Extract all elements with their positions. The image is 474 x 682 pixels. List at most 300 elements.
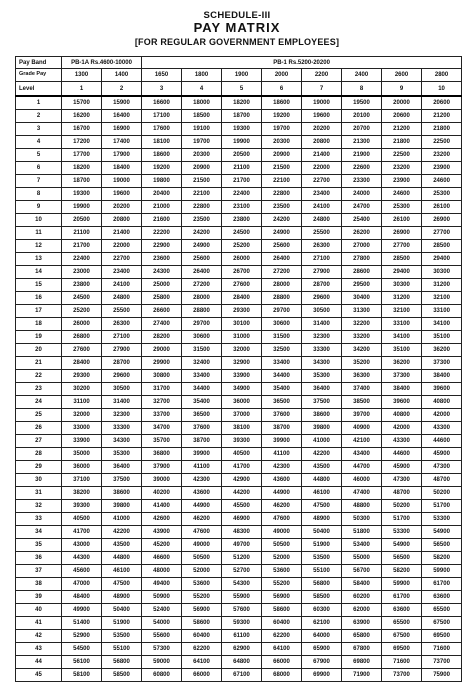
pay-cell: 22800 — [262, 188, 302, 201]
pay-cell: 32100 — [422, 292, 462, 305]
pay-cell: 49000 — [262, 526, 302, 539]
pay-cell: 62100 — [302, 617, 342, 630]
row-index-cell: 42 — [16, 630, 62, 643]
pay-cell: 55100 — [102, 643, 142, 656]
pay-cell: 66000 — [182, 669, 222, 682]
pay-cell: 41700 — [62, 526, 102, 539]
pay-cell: 29600 — [302, 292, 342, 305]
pay-cell: 26000 — [62, 318, 102, 331]
pay-cell: 30500 — [302, 305, 342, 318]
pay-cell: 57600 — [222, 604, 262, 617]
pay-cell: 27100 — [302, 253, 342, 266]
pay-cell: 26200 — [342, 227, 382, 240]
pay-cell: 28200 — [142, 331, 182, 344]
pay-cell: 20800 — [102, 214, 142, 227]
pay-cell: 48000 — [142, 565, 182, 578]
pay-cell: 59900 — [382, 578, 422, 591]
pay-cell: 60400 — [182, 630, 222, 643]
pay-cell: 18600 — [142, 149, 182, 162]
pay-cell: 27700 — [422, 227, 462, 240]
row-index-cell: 9 — [16, 201, 62, 214]
pay-cell: 18400 — [102, 162, 142, 175]
row-index-cell: 22 — [16, 370, 62, 383]
pay-cell: 39800 — [102, 500, 142, 513]
pay-cell: 60300 — [302, 604, 342, 617]
pay-cell: 60200 — [342, 591, 382, 604]
pay-cell: 44300 — [62, 552, 102, 565]
pay-cell: 31500 — [262, 331, 302, 344]
pay-cell: 20600 — [422, 96, 462, 110]
row-index-cell: 35 — [16, 539, 62, 552]
pay-cell: 21100 — [62, 227, 102, 240]
pay-cell: 36800 — [142, 448, 182, 461]
pay-cell: 20200 — [302, 123, 342, 136]
table-row — [16, 396, 462, 409]
pay-cell: 45200 — [142, 539, 182, 552]
pay-cell: 25200 — [222, 240, 262, 253]
level-cell: 4 — [182, 82, 222, 97]
pay-cell: 38500 — [342, 396, 382, 409]
pay-cell: 47000 — [62, 578, 102, 591]
pay-cell: 42300 — [262, 461, 302, 474]
pay-cell: 15700 — [62, 96, 102, 110]
pay-cell: 20500 — [62, 214, 102, 227]
pay-cell: 28700 — [102, 357, 142, 370]
level-cell: 1 — [62, 82, 102, 97]
pay-cell: 29600 — [102, 370, 142, 383]
level-cell: 6 — [262, 82, 302, 97]
pay-cell: 18200 — [222, 96, 262, 110]
pay-cell: 28600 — [342, 266, 382, 279]
row-index-cell: 16 — [16, 292, 62, 305]
pay-cell: 63600 — [382, 604, 422, 617]
row-index-cell: 24 — [16, 396, 62, 409]
pay-cell: 19900 — [222, 136, 262, 149]
pay-cell: 29300 — [62, 370, 102, 383]
table-row — [16, 461, 462, 474]
pay-cell: 23100 — [222, 201, 262, 214]
pay-cell: 71600 — [382, 656, 422, 669]
pay-cell: 73700 — [422, 656, 462, 669]
pay-cell: 46100 — [302, 487, 342, 500]
pay-cell: 32200 — [342, 318, 382, 331]
level-cell: 5 — [222, 82, 262, 97]
pay-cell: 33100 — [422, 305, 462, 318]
pay-cell: 27400 — [142, 318, 182, 331]
pay-cell: 56900 — [262, 591, 302, 604]
pay-cell: 31200 — [382, 292, 422, 305]
pay-cell: 29500 — [342, 279, 382, 292]
pay-cell: 53600 — [262, 565, 302, 578]
pay-cell: 24000 — [342, 188, 382, 201]
pay-cell: 37400 — [342, 383, 382, 396]
pay-cell: 26100 — [422, 201, 462, 214]
pay-cell: 26100 — [382, 214, 422, 227]
pay-cell: 23400 — [302, 188, 342, 201]
pay-cell: 52000 — [182, 565, 222, 578]
pay-cell: 24500 — [62, 292, 102, 305]
pay-cell: 33400 — [182, 370, 222, 383]
pay-cell: 29900 — [142, 357, 182, 370]
pay-cell: 51900 — [102, 617, 142, 630]
row-index-cell: 13 — [16, 253, 62, 266]
pay-cell: 19000 — [102, 175, 142, 188]
pay-cell: 27600 — [222, 279, 262, 292]
pay-cell: 62900 — [222, 643, 262, 656]
pay-cell: 40500 — [222, 448, 262, 461]
pay-cell: 28500 — [382, 253, 422, 266]
pay-cell: 36000 — [222, 396, 262, 409]
pay-cell: 20900 — [182, 162, 222, 175]
pay-cell: 27700 — [382, 240, 422, 253]
pay-cell: 27000 — [342, 240, 382, 253]
pay-cell: 28500 — [422, 240, 462, 253]
pay-cell: 22500 — [382, 149, 422, 162]
grade-pay-cell: 2400 — [342, 69, 382, 82]
pay-cell: 24200 — [182, 227, 222, 240]
pay-cell: 37100 — [62, 474, 102, 487]
pay-cell: 20300 — [262, 136, 302, 149]
pay-cell: 24500 — [222, 227, 262, 240]
pay-cell: 29300 — [222, 305, 262, 318]
pay-cell: 39800 — [302, 422, 342, 435]
pay-cell: 46200 — [182, 513, 222, 526]
pay-cell: 43000 — [62, 539, 102, 552]
pay-cell: 41000 — [302, 435, 342, 448]
pay-cell: 19700 — [182, 136, 222, 149]
pay-cell: 43300 — [422, 422, 462, 435]
pay-cell: 44600 — [422, 435, 462, 448]
pay-cell: 16700 — [62, 123, 102, 136]
pay-cell: 36200 — [422, 344, 462, 357]
pay-cell: 39600 — [382, 396, 422, 409]
pay-cell: 27900 — [102, 344, 142, 357]
pay-cell: 24700 — [342, 201, 382, 214]
pay-cell: 48800 — [342, 500, 382, 513]
pay-cell: 31700 — [142, 383, 182, 396]
pay-cell: 25000 — [142, 279, 182, 292]
pay-cell: 20400 — [142, 188, 182, 201]
row-index-cell: 11 — [16, 227, 62, 240]
pay-cell: 48300 — [222, 526, 262, 539]
pay-cell: 26300 — [102, 318, 142, 331]
row-index-cell: 12 — [16, 240, 62, 253]
pay-cell: 28700 — [302, 279, 342, 292]
pay-cell: 21400 — [302, 149, 342, 162]
table-row — [16, 201, 462, 214]
level-cell: 8 — [342, 82, 382, 97]
pay-cell: 69500 — [382, 643, 422, 656]
pay-cell: 24100 — [302, 201, 342, 214]
pay-cell: 38400 — [422, 370, 462, 383]
pay-cell: 50400 — [302, 526, 342, 539]
pay-cell: 23900 — [382, 175, 422, 188]
pay-cell: 69500 — [422, 630, 462, 643]
pay-cell: 32300 — [302, 331, 342, 344]
pay-cell: 56500 — [422, 539, 462, 552]
pay-cell: 64000 — [302, 630, 342, 643]
row-index-cell: 8 — [16, 188, 62, 201]
pay-cell: 21700 — [222, 175, 262, 188]
pay-cell: 23000 — [62, 266, 102, 279]
pay-cell: 35000 — [62, 448, 102, 461]
pay-cell: 38600 — [302, 409, 342, 422]
pay-cell: 58400 — [342, 578, 382, 591]
pay-cell: 75900 — [422, 669, 462, 682]
table-row — [16, 669, 462, 682]
pay-cell: 24600 — [422, 175, 462, 188]
pay-cell: 60400 — [262, 617, 302, 630]
table-row — [16, 656, 462, 669]
pay-cell: 49000 — [182, 539, 222, 552]
pay-cell: 65800 — [342, 630, 382, 643]
pay-cell: 67500 — [422, 617, 462, 630]
page-title: PAY MATRIX — [193, 20, 281, 35]
row-index-cell: 44 — [16, 656, 62, 669]
pay-cell: 49900 — [62, 604, 102, 617]
pay-cell: 24900 — [262, 227, 302, 240]
pay-cell: 21900 — [342, 149, 382, 162]
pay-cell: 35200 — [342, 357, 382, 370]
pay-cell: 29700 — [262, 305, 302, 318]
level-cell: 7 — [302, 82, 342, 97]
pay-cell: 54900 — [382, 539, 422, 552]
table-row — [16, 370, 462, 383]
pay-cell: 27900 — [302, 266, 342, 279]
pay-cell: 17700 — [62, 149, 102, 162]
row-index-cell: 31 — [16, 487, 62, 500]
pay-cell: 22100 — [262, 175, 302, 188]
row-index-cell: 37 — [16, 565, 62, 578]
pay-cell: 39300 — [62, 500, 102, 513]
pay-cell: 35100 — [382, 344, 422, 357]
table-row — [16, 474, 462, 487]
pay-cell: 31000 — [222, 331, 262, 344]
pay-cell: 29400 — [382, 266, 422, 279]
pay-cell: 25600 — [262, 240, 302, 253]
pay-cell: 30600 — [262, 318, 302, 331]
pay-cell: 18200 — [62, 162, 102, 175]
pay-cell: 38700 — [182, 435, 222, 448]
pay-cell: 38700 — [262, 422, 302, 435]
pay-cell: 27100 — [102, 331, 142, 344]
table-row — [16, 383, 462, 396]
pay-cell: 30300 — [422, 266, 462, 279]
table-row — [16, 96, 462, 110]
table-row — [16, 552, 462, 565]
pay-cell: 23500 — [182, 214, 222, 227]
pay-cell: 29000 — [142, 344, 182, 357]
pay-cell: 64100 — [262, 643, 302, 656]
pay-cell: 41100 — [182, 461, 222, 474]
pay-cell: 47300 — [382, 474, 422, 487]
pay-cell: 27600 — [62, 344, 102, 357]
pay-cell: 43900 — [142, 526, 182, 539]
row-index-cell: 4 — [16, 136, 62, 149]
pay-cell: 28400 — [222, 292, 262, 305]
pay-cell: 53300 — [382, 526, 422, 539]
table-row — [16, 136, 462, 149]
level-label: Level — [16, 82, 62, 97]
pay-cell: 17900 — [102, 149, 142, 162]
row-index-cell: 30 — [16, 474, 62, 487]
pay-cell: 26900 — [382, 227, 422, 240]
pay-cell: 23800 — [62, 279, 102, 292]
row-index-cell: 43 — [16, 643, 62, 656]
pay-cell: 21500 — [262, 162, 302, 175]
page-subtitle: [FOR REGULAR GOVERNMENT EMPLOYEES] — [134, 37, 340, 47]
grade-pay-cell: 1300 — [62, 69, 102, 82]
pay-cell: 61700 — [422, 578, 462, 591]
pay-cell: 22200 — [142, 227, 182, 240]
row-index-cell: 40 — [16, 604, 62, 617]
table-row — [16, 110, 462, 123]
pay-cell: 20800 — [302, 136, 342, 149]
table-row — [16, 539, 462, 552]
table-row — [16, 604, 462, 617]
pay-cell: 45900 — [382, 461, 422, 474]
pay-cell: 46600 — [142, 552, 182, 565]
row-index-cell: 41 — [16, 617, 62, 630]
pay-cell: 42100 — [342, 435, 382, 448]
row-index-cell: 3 — [16, 123, 62, 136]
pay-cell: 24300 — [142, 266, 182, 279]
table-row — [16, 149, 462, 162]
row-index-cell: 45 — [16, 669, 62, 682]
row-index-cell: 26 — [16, 422, 62, 435]
pay-cell: 25300 — [382, 201, 422, 214]
pay-cell: 62000 — [342, 604, 382, 617]
pay-cell: 26400 — [262, 253, 302, 266]
pay-cell: 24900 — [182, 240, 222, 253]
pay-cell: 20600 — [382, 110, 422, 123]
pay-cell: 46100 — [102, 565, 142, 578]
pay-cell: 25500 — [302, 227, 342, 240]
table-row — [16, 227, 462, 240]
pay-band-row — [16, 57, 462, 69]
pay-cell: 47500 — [102, 578, 142, 591]
pay-cell: 38400 — [382, 383, 422, 396]
pay-cell: 19200 — [262, 110, 302, 123]
pay-cell: 42300 — [182, 474, 222, 487]
row-index-cell: 19 — [16, 331, 62, 344]
table-row — [16, 292, 462, 305]
pay-cell: 16400 — [102, 110, 142, 123]
pay-cell: 24800 — [102, 292, 142, 305]
row-index-cell: 28 — [16, 448, 62, 461]
table-row — [16, 279, 462, 292]
pay-cell: 45900 — [422, 448, 462, 461]
pay-cell: 27800 — [342, 253, 382, 266]
pay-cell: 45500 — [222, 500, 262, 513]
pay-matrix-table — [15, 56, 462, 682]
row-index-cell: 33 — [16, 513, 62, 526]
pay-cell: 54900 — [422, 526, 462, 539]
row-index-cell: 17 — [16, 305, 62, 318]
pay-cell: 59000 — [142, 656, 182, 669]
pay-cell: 34400 — [182, 383, 222, 396]
pay-cell: 63600 — [422, 591, 462, 604]
table-row — [16, 318, 462, 331]
pay-cell: 47500 — [302, 500, 342, 513]
pay-cell: 39300 — [222, 435, 262, 448]
pay-cell: 31500 — [182, 344, 222, 357]
pay-cell: 33900 — [62, 435, 102, 448]
pay-cell: 25800 — [142, 292, 182, 305]
pay-cell: 59900 — [422, 565, 462, 578]
pay-cell: 48900 — [102, 591, 142, 604]
pay-cell: 22400 — [62, 253, 102, 266]
pay-cell: 52700 — [222, 565, 262, 578]
pay-cell: 54300 — [222, 578, 262, 591]
row-index-cell: 6 — [16, 162, 62, 175]
pay-cell: 42200 — [302, 448, 342, 461]
pay-band-label: Pay Band — [16, 57, 62, 69]
pay-cell: 27200 — [182, 279, 222, 292]
pay-band-pb1a: PB-1A Rs.4600-10000 — [62, 57, 142, 69]
pay-cell: 38100 — [222, 422, 262, 435]
grade-pay-cell: 2200 — [302, 69, 342, 82]
pay-cell: 21100 — [222, 162, 262, 175]
pay-cell: 59300 — [222, 617, 262, 630]
pay-cell: 26400 — [182, 266, 222, 279]
pay-cell: 21800 — [422, 123, 462, 136]
pay-cell: 27200 — [262, 266, 302, 279]
pay-cell: 58500 — [302, 591, 342, 604]
pay-cell: 30300 — [382, 279, 422, 292]
pay-cell: 67800 — [342, 643, 382, 656]
table-row — [16, 214, 462, 227]
pay-cell: 71600 — [422, 643, 462, 656]
pay-cell: 41000 — [102, 513, 142, 526]
pay-cell: 44900 — [182, 500, 222, 513]
pay-cell: 28800 — [182, 305, 222, 318]
table-row — [16, 578, 462, 591]
pay-cell: 67900 — [302, 656, 342, 669]
pay-cell: 58600 — [182, 617, 222, 630]
pay-cell: 68000 — [262, 669, 302, 682]
pay-cell: 31200 — [422, 279, 462, 292]
pay-cell: 21000 — [142, 201, 182, 214]
pay-cell: 52900 — [62, 630, 102, 643]
pay-cell: 34300 — [302, 357, 342, 370]
pay-cell: 24100 — [102, 279, 142, 292]
grade-pay-cell: 1900 — [222, 69, 262, 82]
pay-cell: 50200 — [422, 487, 462, 500]
pay-cell: 69800 — [342, 656, 382, 669]
pay-cell: 20300 — [182, 149, 222, 162]
pay-cell: 42000 — [422, 409, 462, 422]
row-index-cell: 34 — [16, 526, 62, 539]
pay-cell: 62200 — [182, 643, 222, 656]
pay-cell: 24800 — [302, 214, 342, 227]
pay-cell: 62200 — [262, 630, 302, 643]
pay-cell: 22400 — [222, 188, 262, 201]
row-index-cell: 2 — [16, 110, 62, 123]
pay-cell: 33000 — [62, 422, 102, 435]
row-index-cell: 21 — [16, 357, 62, 370]
pay-cell: 35700 — [142, 435, 182, 448]
pay-cell: 55000 — [342, 552, 382, 565]
pay-cell: 37500 — [102, 474, 142, 487]
pay-cell: 21200 — [422, 110, 462, 123]
table-row — [16, 630, 462, 643]
pay-cell: 37500 — [302, 396, 342, 409]
pay-cell: 34100 — [422, 318, 462, 331]
table-row — [16, 565, 462, 578]
pay-cell: 58600 — [262, 604, 302, 617]
pay-cell: 40900 — [342, 422, 382, 435]
